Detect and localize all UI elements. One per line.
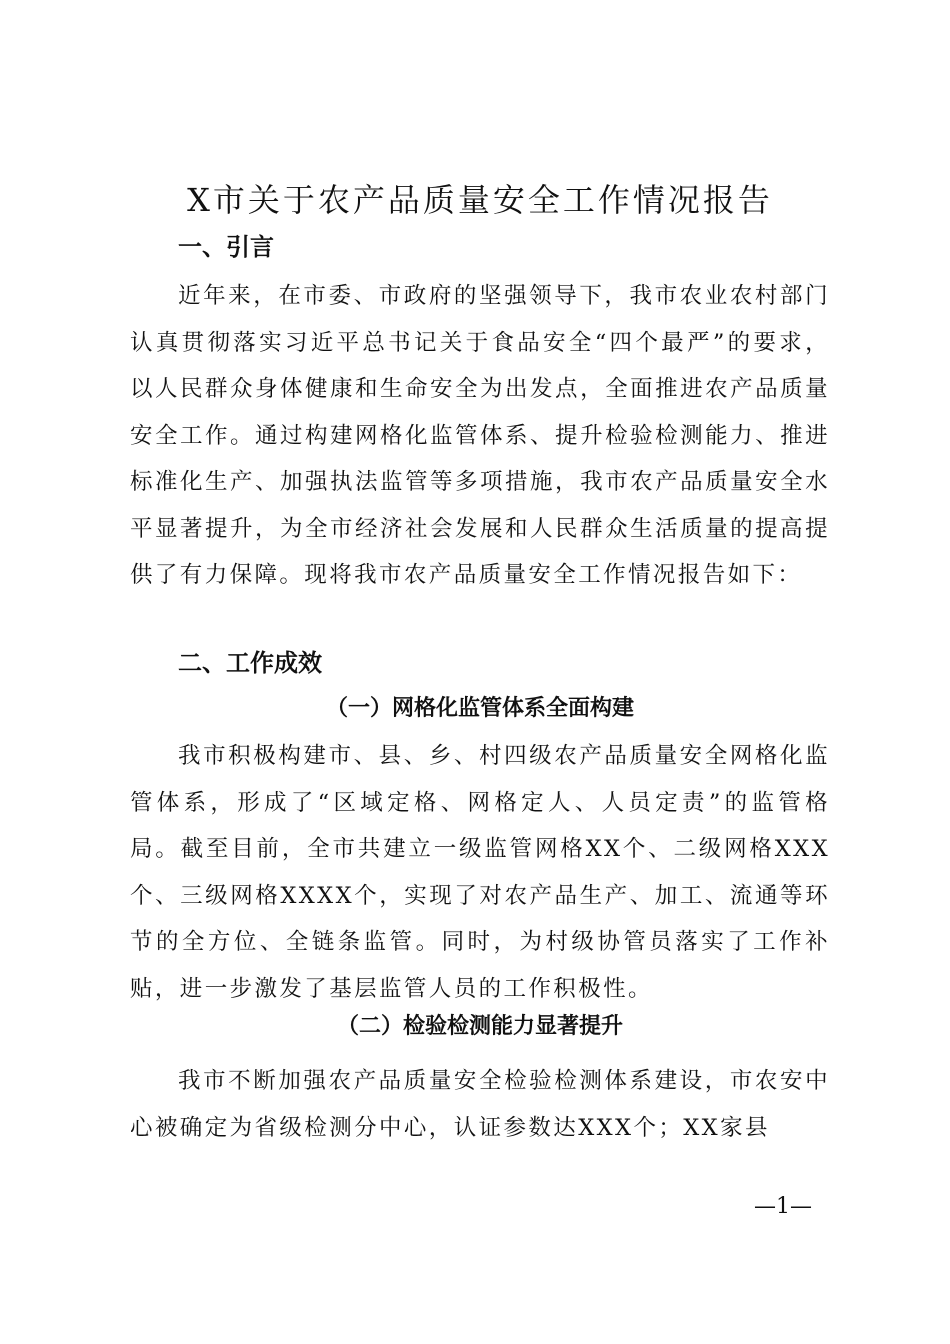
- section-heading-introduction: 一、引言: [178, 233, 274, 261]
- grid-supervision-paragraph: 我市积极构建市、县、乡、村四级农产品质量安全网格化监管体系，形成了“区域定格、网格定人、人员定责”的监管格局。截至目前，全市共建立一级监管网格XX个、二级网格XXX个、三级网格XXXX个，实现了对农产品生产、加工、流通等环节的全方位、全链条监管。同时，为村级协管员落实了工作补贴，进一步激发了基层监管人员的工作积极性。: [130, 743, 830, 1002]
- section-heading-achievements: 二、工作成效: [178, 649, 322, 677]
- introduction-paragraph: 近年来，在市委、市政府的坚强领导下，我市农业农村部门认真贯彻落实习近平总书记关于食品安全“四个最严”的要求，以人民群众身体健康和生命安全为出发点，全面推进农产品质量安全工作。通过构建网格化监管体系、提升检验检测能力、推进标准化生产、加强执法监管等多项措施，我市农产品质量安全水平显著提升，为全市经济社会发展和人民群众生活质量的提高提供了有力保障。现将我市农产品质量安全工作情况报告如下：: [130, 283, 830, 588]
- subsection-title-grid-supervision: （一）网格化监管体系全面构建: [325, 696, 634, 721]
- page-number: —1—: [754, 1194, 812, 1219]
- subsection-title-testing-capacity: （二）检验检测能力显著提升: [336, 1014, 623, 1039]
- document-page: [130, 0, 830, 1344]
- testing-capacity-paragraph: 我市不断加强农产品质量安全检验检测体系建设，市农安中心被确定为省级检测分中心，认证参数达XXX个；XX家县: [130, 1068, 830, 1141]
- document-title: X市关于农产品质量安全工作情况报告: [187, 181, 773, 219]
